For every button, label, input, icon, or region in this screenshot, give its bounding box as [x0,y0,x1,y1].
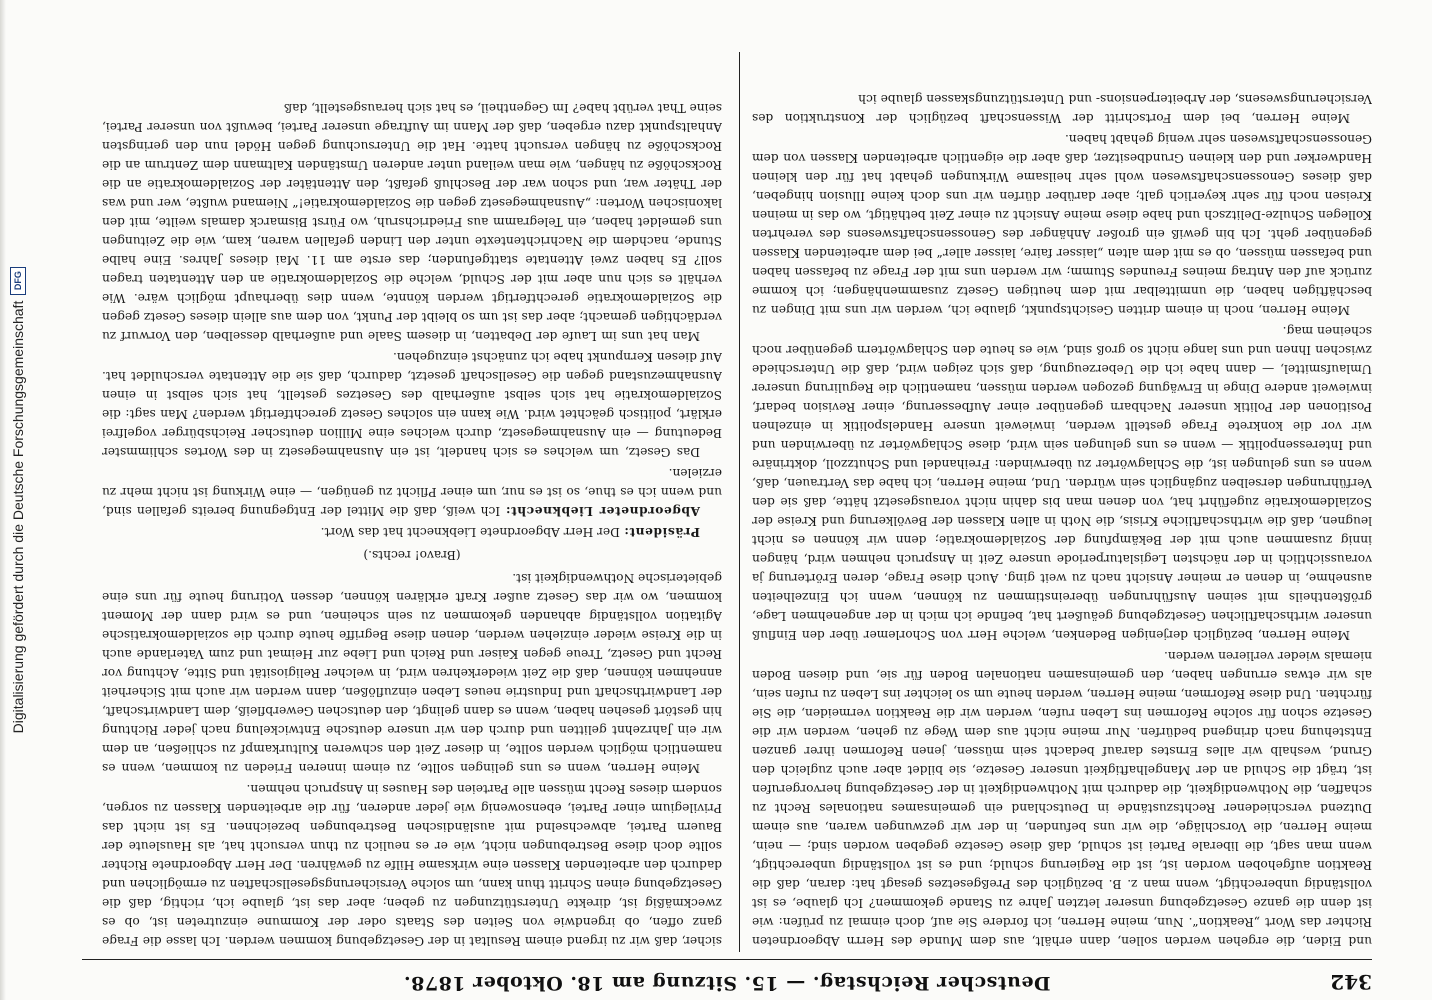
left-text-column [752,50,1372,950]
header-rule [82,959,1372,960]
speaker-name: Abgeordneter Liebknecht: [505,504,700,518]
dfg-logo-icon: DFG [10,267,26,295]
right-text-column [102,50,722,950]
digitization-note-text: Digitalisierung gefördert durch die Deutsche Forschungsgemeinschaft [10,300,26,734]
digitization-footer [3,30,33,970]
paragraph: Präsident: Der Herr Abgeordnete Liebknecht hat das Wort. [320,525,700,539]
paragraph: Meine Herren, wenn es uns gelingen sollte, zu einem inneren Frieden zu kommen, wenn es namentlich möglich werden sollte, in dieser Zeit den schweren Kulturkampf zu schließen, an dem wir ein Jahrzehnt gelitten und durch den wir unsere deutsche Entwickelung nach jeder Richtung hin gestört gesehen haben, wenn es dann gelingt, den deutschen Gewerbfleiß, dem Landwirtschaft, der Landwirthschaft und Industrie neues Leben einzuflößen, dann werden wir auch mit Sicherheit annehmen können, daß die Zeit wiederkehren wird, in welcher Religiosität und Sitte, Achtung vor Recht und Gesetz, Treue gegen Kaiser und Reich und Liebe zur Heimat und zum Vaterlande auch in die Kreise wieder einziehen werden, denen diese Begriffe heute durch die sozialdemokratische Agitation vollständig abhanden gekommen zu sein scheinen, und es wird dann der Moment kommen, wo wir das Gesetz außer Kraft erklären können, dessen Votirung heute für uns eine gebieterische Nothwendigkeit ist. [102,571,722,775]
paragraph: Das Gesetz, um welches es sich handelt, ist ein Ausnahmegesetz in des Wortes schlimmster Bedeutung — ein Ausnahmegesetz, durch welches eine Million deutscher Reichsbürger vogelfrei erklärt, politisch geächtet wird. Wie kann ein solches Gesetz gerechtfertigt werden? Man sagt: die Sozialdemokratie hat sich selbst außerhalb des Gesetzes gestellt, hat sich selbst in einen Ausnahmezustand gegen die Gesellschaft gesetzt, dadurch, daß sie die Attentate verschuldet hat. Auf diesen Kernpunkt habe ich zunächst einzugehen. [102,350,722,459]
paragraph: Abgeordneter Liebknecht: Ich weiß, daß die Mittel der Entgegnung bereits gefallen sind, und wenn ich es thue, so ist es nur, um einer Pflicht zu genügen, — eine Wirkung ist nicht mehr zu erzielen. [102,466,722,518]
page-title: Deutscher Reichstag. — 15. Sitzung am 18. Oktober 1878. [403,972,1051,994]
paragraph: Meine Herren, noch in einem dritten Gesichtspunkt, glaube ich, werden wir uns mit Dingen zu beschäftigen haben, die unmittelbar mit dem heutigen Gesetz zusammenhängen; ich komme zurück auf den Antrag meines Freundes Stumm; wir werden uns mit der Frage zu befassen haben und befassen müssen, ob es mit dem alten „laisser faire, laisser aller“ bei dem arbeitenden Klassen gegenüber geht. Ich bin gewiß ein großer Anhänger des Genossenschaftswesens des verehrten Kollegen Schulze-Delitzsch und habe diese meine Ansicht zu einer Zeit bethätigt, wo das in meinen Kreisen noch für sehr keyerlich galt; aber darüber dürfen wir uns doch keine Illusion hingeben, daß dieses Genossenschaftswesen wohl sehr heilsame Wirkungen gehabt hat für den kleinen Handwerker und den kleinen Grundbesitzer, daß aber die eigentlich arbeitenden Klassen von dem Genossenschaftswesen sehr wenig gehabt haben. [752,132,1372,317]
paragraph: sicher, daß wir zu irgend einem Resultat in der Gesetzgebung kommen werden. Ich lasse die Frage ganz offen, ob irgendwie von Seiten des Staats oder der Kommune einzutreten ist, ob es zweckmäßig ist, direkte Unterstützungen zu geben; aber das ist, glaube ich, richtig, daß die Gesetzgebung einen Schritt thun kann, um solche Versicherungsgesellschaften zu ermöglichen und dadurch den arbeitenden Klassen eine wirksame Hilfe zu gewähren. Der Herr Abgeordnete Richter sollte doch diese Bestrebungen nicht, wie er es neulich zu thun versucht hat, als Hausleute der Bauern Partei, abwechselnd mit ausländischen Bestrebungen bezeichnen. Es ist nicht das Privilegium einer Partei, ebensowenig wie jeder anderen, für die arbeitenden Klassen zu sorgen, sondern dieses Recht müssen alle Parteien des Hauses in Anspruch nehmen. [102,782,722,948]
paragraph: Meine Herren, bei dem Fortschritt der Wissenschaft bezüglich der Konstruktion des Versicherungswesens, der Arbeiterpensions- und Unterstützungskassen glaube ich [752,92,1372,125]
column-divider [739,52,740,952]
speaker-name: Präsident: [623,525,700,539]
paragraph: und Eiden, die ergehen werden sollen, dann erhält, aus dem Munde des Herrn Abgeordneten Richter das Wort „Reaktion“. Nun, meine Herren, ich fordere Sie auf, doch einmal zu prüfen: wie ist denn die ganze Gesetzgebung unserer letzten Jahre zu Stande gekommen? Ich glaube, es ist vollständig unberechtigt, wenn man z. B. bezüglich des Preßgesetzes gesagt hat: daran, daß die Reaktion aufgehoben worden ist, ist die Regierung schuld; und es ist vollständig unberechtigt, wenn man sagt, die liberale Partei ist schuld, daß diese Gesetze gegeben worden sind; — nein, meine Herren, die Vorschläge, die wir uns befunden, in der wir gezwungen waren, aus einem Dutzend verschiedener Rechtszustände in Deutschland ein gemeinsames nationales Recht zu schaffen, die Nothwendigkeit, die dadurch mit Nothwendigkeit in der Gesetzgebung hervorgerufen ist, trägt die Schuld an der Mangelhaftigkeit unserer Gesetze, sie bildet aber auch zugleich den Grund, weshalb wir alles Ernstes darauf bedacht sein müssen, jenen Reformen ihrer ganzen Entstehung nach dringend bedürfen. Nur meine nicht aus dem Wege zu gehen, werden wir die Gesetze schon für solche Reformen ins Leben rufen, werden wir die Reaktion vermeiden, die Sie fürchten. Und diese Reformen, meine Herren, werden heute um so leichter ins Leben zu rufen sein, als wir etwas errungen haben, den gemeinsamen nationalen Boden für sie, und diesen Boden niemals wieder verlieren werden. [752,649,1372,948]
paragraph: (Bravo! rechts.) [363,548,461,562]
running-head [82,968,1372,998]
paragraph: Meine Herren, bezüglich derjenigen Bedenken, welche Herr von Schorlemer über den Einfluß unserer wirthschaftlichen Gesetzgebung geäußert hat, befinde ich mich in der angenehmen Lage, größtentheils mit seinen Ausführungen übereinstimmen zu können, wenn ich Einzelheiten ausnehme, in denen er meiner Ansicht nach zu weit ging. Auch diese Frage, deren Erörterung ja voraussichtlich in der nächsten Legislaturperiode unsere Zeit in Anspruch nehmen wird, hängen innig zusammen auch mit der Bekämpfung der Sozialdemokratie; denn wir können es nicht leugnen, daß die wirthschaftliche Krisis, die Noth in allen Klassen der Bevölkerung und Kreise der Sozialdemokratie zugeführt hat, von denen man bis dahin nicht vorausgesetzt hätte, daß sie den Verführungen derselben zugänglich sein würden. Und, meine Herren, ich habe das Vertrauen, daß, wenn es uns gelungen ist, die Schlagwörter zu überwinden: Freihandel und Schutzzoll, doktrinäre und Interessenpolitik — wenn es uns gelungen sein wird, diese Schlagwörter zu überwinden und wir vor die konkrete Frage gestellt werden, inwieweit unsere Handelspolitik in einzelnen Positionen der Politik unserer Nachbarn gegenüber einer Aufbesserung, einer Revision bedarf, inwieweit andere Dinge in Erwägung gezogen werden müssen, namentlich die Regulirung unserer Umlaufsmittel, — dann habe ich die Ueberzeugung, daß sich zeigen wird, daß die Unterschiede zwischen Ihnen und uns lange nicht so groß sind, wie es heute den Schlagwörtern gegenüber noch scheinen mag. [752,324,1372,642]
page-number: 342 [1330,970,1372,994]
paragraph: Man hat uns im Laufe der Debatten, in diesem Saale und außerhalb desselben, den Vorwurf zu verdächtigen gemacht; aber das ist um so bleibt der Punkt, von dem aus allein dieses Gesetz gegen die Sozialdemokratie gerechtfertigt werden könnte, wenn dies überhaupt möglich wäre. Wie verhält es sich nun aber mit der Schuld, welche die Sozialdemokratie an den Attentaten tragen soll? Es haben zwei Attentate stattgefunden; das erste am 11. Mai dieses Jahres. Eine halbe Stunde, nachdem die Nachrichtentexte unter den Linden gefallen waren, kam, wie die Zeitungen uns gemeldet haben, ein Telegramm aus Friedrichsruh, wo Fürst Bismarck damals weilte, mit den lakonischen Worten: „Ausnahmegesetz gegen die Sozialdemokratie!“ Niemand wußte, wer und was der Thäter war, und schon war der Beschluß gefaßt, den Attentäter der Sozialdemokratie an die Rockschöße zu hängen, wie man weiland unter anderen Umständen Kaltmann dem Zentrum an die Rockschöße zu hängen versucht hatte. Hat die Untersuchung gegen Hödel nun den geringsten Anhaltspunkt dazu ergeben, daß der Mann im Auftrage unserer Partei, bewußt von unserer Partei, seine That verübt habe? Im Gegentheil, es hat sich herausgestellt, daß [102,101,722,343]
